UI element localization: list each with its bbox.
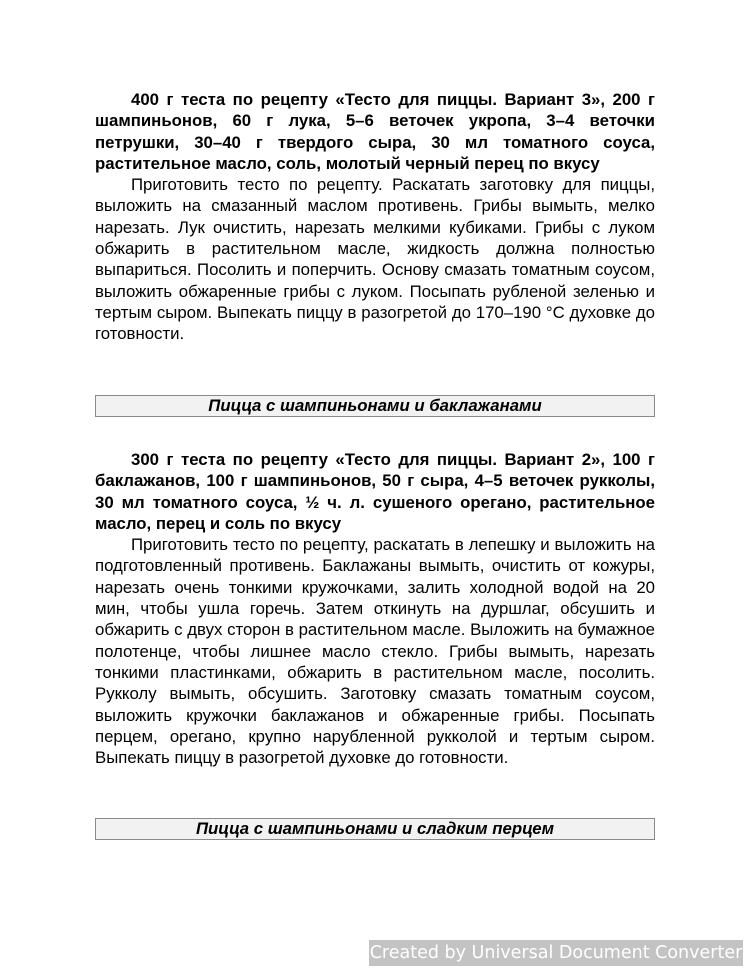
recipe-method: Приготовить тесто по рецепту. Раскатать заготовку для пиццы, выложить на смазанный маслом противень. Грибы вымыть, мелко нарезать. Лук очистить, нарезать мелкими кубиками. Грибы с луком обжарить в растительном масле, жидкость должна полностью выпариться. Посолить и поперчить. Основу смазать томатным соусом, выложить обжаренные грибы с луком. Посыпать рубленой зеленью и тертым сыром. Выпекать пиццу в разогретой до 170–190 °С духовке до готовности. [95, 175, 655, 344]
recipe-title-sweet-pepper: Пицца с шампиньонами и сладким перцем [95, 818, 655, 840]
recipe-block-mushroom-pizza [95, 89, 655, 345]
recipe-ingredients: 400 г теста по рецепту «Тесто для пиццы. Вариант 3», 200 г шампиньонов, 60 г лука, 5–6 веточек укропа, 3–4 веточки петрушки, 30–40 г твердого сыра, 30 мл томатного соуса, растительное масло, соль, молотый черный перец по вкусу [95, 90, 655, 173]
recipe-ingredients: 300 г теста по рецепту «Тесто для пиццы. Вариант 2», 100 г баклажанов, 100 г шампиньонов, 50 г сыра, 4–5 веточек рукколы, 30 мл томатного соуса, ½ ч. л. сушеного орегано, растительное масло, перец и соль по вкусу [95, 450, 655, 533]
recipe-title-eggplant: Пицца с шампиньонами и баклажанами [95, 395, 655, 417]
recipe-block-eggplant-pizza [95, 449, 655, 768]
watermark-label: Created by Universal Document Converter [369, 940, 743, 966]
recipe-method: Приготовить тесто по рецепту, раскатать в лепешку и выложить на подготовленный противень. Баклажаны вымыть, очистить от кожуры, нарезать очень тонкими кружочками, залить холодной водой на 20 мин, чтобы ушла горечь. Затем откинуть на дуршлаг, обсушить и обжарить с двух сторон в растительном масле. Выложить на бумажное полотенце, чтобы лишнее масло стекло. Грибы вымыть, нарезать тонкими пластинками, обжарить в растительном масле, посолить. Рукколу вымыть, обсушить. Заготовку смазать томатным соусом, выложить кружочки баклажанов и обжаренные грибы. Посыпать перцем, орегано, крупно нарубленной рукколой и тертым сыром. Выпекать пиццу в разогретой духовке до готовности. [95, 535, 655, 768]
